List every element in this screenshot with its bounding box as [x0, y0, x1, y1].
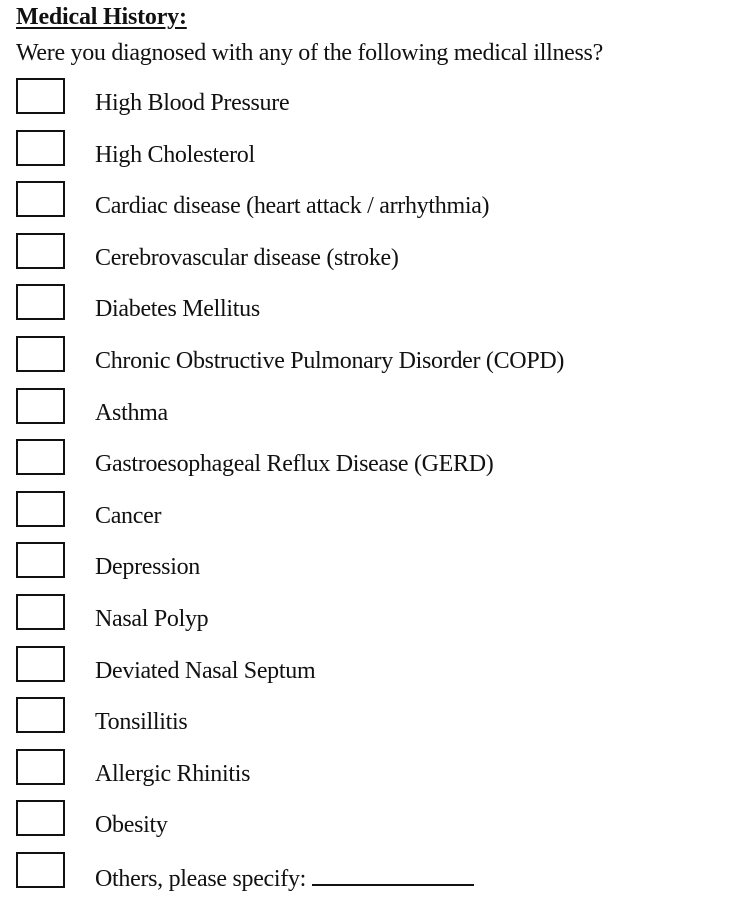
checklist-item [0, 336, 736, 388]
checklist-item-text: Gastroesophageal Reflux Disease (GERD) [95, 451, 494, 478]
checklist-item-text: High Blood Pressure [95, 90, 290, 116]
checklist-item [0, 800, 736, 852]
checklist-item-text: Tonsillitis [95, 709, 188, 736]
checklist-item-text: Nasal Polyp [95, 606, 209, 632]
checklist-item-text: Cancer [95, 502, 162, 529]
checklist-item [0, 78, 736, 130]
checkbox[interactable] [16, 284, 65, 320]
checklist-item-text: Chronic Obstructive Pulmonary Disorder (COPD) [95, 348, 565, 374]
checkbox[interactable] [16, 181, 65, 217]
checklist-item [0, 852, 736, 904]
checkbox[interactable] [16, 388, 65, 424]
checkbox[interactable] [16, 542, 65, 578]
specify-blank-line[interactable] [312, 864, 474, 886]
checklist-item-label [95, 812, 168, 839]
checkbox[interactable] [16, 800, 65, 836]
checklist-item [0, 388, 736, 440]
checklist-item-label [95, 864, 474, 893]
checklist-item [0, 594, 736, 646]
checklist-item [0, 130, 736, 182]
checklist-item-label [95, 193, 489, 220]
checklist-item-label [95, 451, 493, 478]
form-title: Medical History: [16, 4, 187, 30]
checkbox[interactable] [16, 130, 65, 166]
checklist-item-text: Diabetes Mellitus [95, 296, 260, 323]
checklist-item-text: Allergic Rhinitis [95, 760, 251, 787]
checklist-item-label [95, 554, 200, 581]
checklist-item-label [95, 142, 255, 169]
checklist-item-label [95, 296, 260, 323]
checkbox[interactable] [16, 749, 65, 785]
checkbox[interactable] [16, 697, 65, 733]
checklist-item-text: Asthma [95, 399, 168, 426]
checkbox[interactable] [16, 594, 65, 630]
checklist-item-label [95, 606, 208, 633]
checklist-item [0, 233, 736, 285]
checklist-item-text: High Cholesterol [95, 141, 255, 168]
checklist-item-text: Others, please specify: [95, 866, 307, 892]
checklist-item-label [95, 658, 315, 685]
checklist-item-text: Cerebrovascular disease (stroke) [95, 244, 399, 271]
checklist-item-label [95, 348, 564, 375]
checkbox[interactable] [16, 78, 65, 114]
checkbox[interactable] [16, 852, 65, 888]
checklist-item-text: Obesity [95, 812, 168, 839]
checklist-item [0, 181, 736, 233]
checklist-item [0, 284, 736, 336]
checklist-item-label [95, 90, 289, 117]
checkbox[interactable] [16, 233, 65, 269]
checklist-item [0, 542, 736, 594]
checklist-item-label [95, 245, 399, 272]
checklist-item-text: Deviated Nasal Septum [95, 657, 316, 684]
checklist-item-label [95, 400, 168, 427]
checklist-item [0, 491, 736, 543]
checklist-item-label [95, 503, 161, 530]
checkbox[interactable] [16, 439, 65, 475]
checkbox[interactable] [16, 491, 65, 527]
checklist-item [0, 697, 736, 749]
checklist-item-text: Cardiac disease (heart attack / arrhythmia) [95, 193, 490, 220]
checklist-item [0, 749, 736, 801]
checklist-item [0, 646, 736, 698]
checkbox[interactable] [16, 336, 65, 372]
checklist-item-label [95, 761, 250, 788]
checklist-item [0, 439, 736, 491]
form-question: Were you diagnosed with any of the following medical illness? [16, 40, 603, 66]
checkbox[interactable] [16, 646, 65, 682]
checklist-item-text: Depression [95, 554, 200, 581]
checklist-item-label [95, 709, 187, 736]
